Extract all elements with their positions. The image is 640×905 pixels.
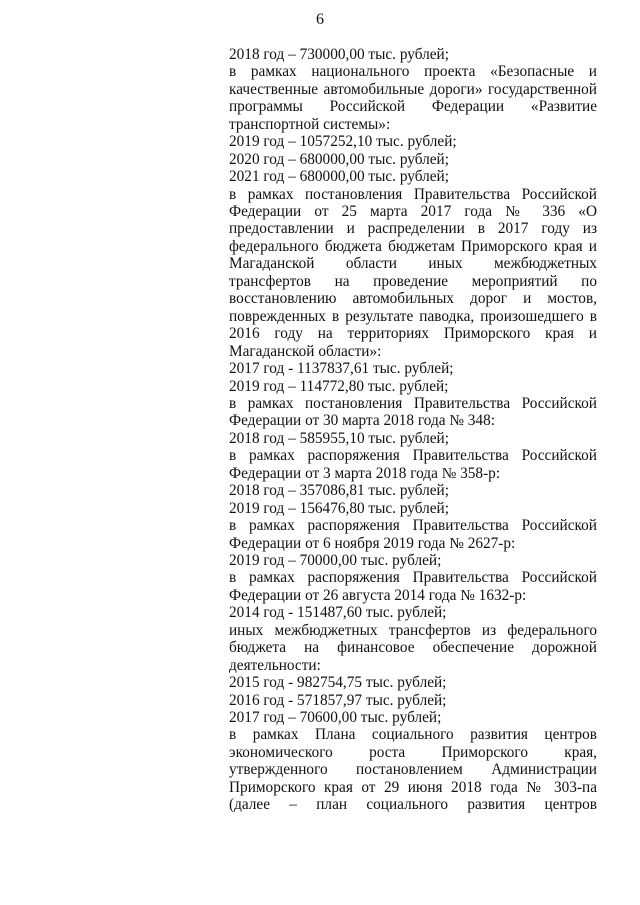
amount-line: 2020 год – 680000,00 тыс. рублей;	[229, 150, 449, 168]
amount-line: 2019 год – 1057252,10 тыс. рублей;	[229, 133, 457, 151]
amount-line: 2014 год - 151487,60 тыс. рублей;	[229, 604, 447, 622]
amount-line: 2018 год – 357086,81 тыс. рублей;	[229, 482, 449, 500]
text-paragraph: в рамках распоряжения Правительства Российской Федерации от 3 марта 2018 года № 358-р:	[229, 447, 597, 482]
text-paragraph: в рамках распоряжения Правительства Российской Федерации от 26 августа 2014 года № 1632-р:	[229, 569, 597, 604]
amount-line: 2018 год – 730000,00 тыс. рублей;	[229, 46, 449, 63]
amount-line: 2019 год – 156476,80 тыс. рублей;	[229, 499, 449, 517]
text-paragraph: иных межбюджетных трансфертов из федерального бюджета на финансовое обеспечение дорожной деятельности:	[229, 621, 597, 674]
text-paragraph: в рамках постановления Правительства Российской Федерации от 30 марта 2018 года № 348:	[229, 394, 597, 430]
document-body	[229, 46, 597, 814]
amount-line: 2016 год - 571857,97 тыс. рублей;	[229, 691, 447, 709]
text-paragraph: в рамках Плана социального развития центров экономического роста Приморского края, утвержденного постановлением Администрации Приморского края от 29 июня 2018 года № 303-па (далее – план социального развития центров	[229, 726, 597, 814]
amount-line: 2017 год – 70600,00 тыс. рублей;	[229, 709, 442, 727]
amount-line: 2021 год – 680000,00 тыс. рублей;	[229, 168, 449, 186]
text-paragraph: в рамках национального проекта «Безопасные и качественные автомобильные дороги» государственной программы Российской Федерации «Развитие транспортной системы»:	[229, 63, 597, 133]
page-number: 6	[316, 11, 324, 28]
amount-line: 2015 год - 982754,75 тыс. рублей;	[229, 674, 447, 692]
amount-line: 2019 год – 70000,00 тыс. рублей;	[229, 552, 442, 569]
text-paragraph: в рамках распоряжения Правительства Российской Федерации от 6 ноября 2019 года № 2627-р:	[229, 517, 597, 552]
amount-line: 2019 год – 114772,80 тыс. рублей;	[229, 377, 449, 395]
amount-line: 2017 год - 1137837,61 тыс. рублей;	[229, 360, 454, 378]
amount-line: 2018 год – 585955,10 тыс. рублей;	[229, 429, 449, 447]
text-paragraph: в рамках постановления Правительства Российской Федерации от 25 марта 2017 года № 336 «О предоставлении и распределении в 2017 году из федерального бюджета бюджетам Приморского края и Магаданской области иных межбюджетных трансфертов на проведение мероприятий по восстановлению автомобильных дорог и мостов, поврежденных в результате паводка, произошедшего в 2016 году на территориях Приморского края и Магаданской области»:	[229, 185, 597, 360]
